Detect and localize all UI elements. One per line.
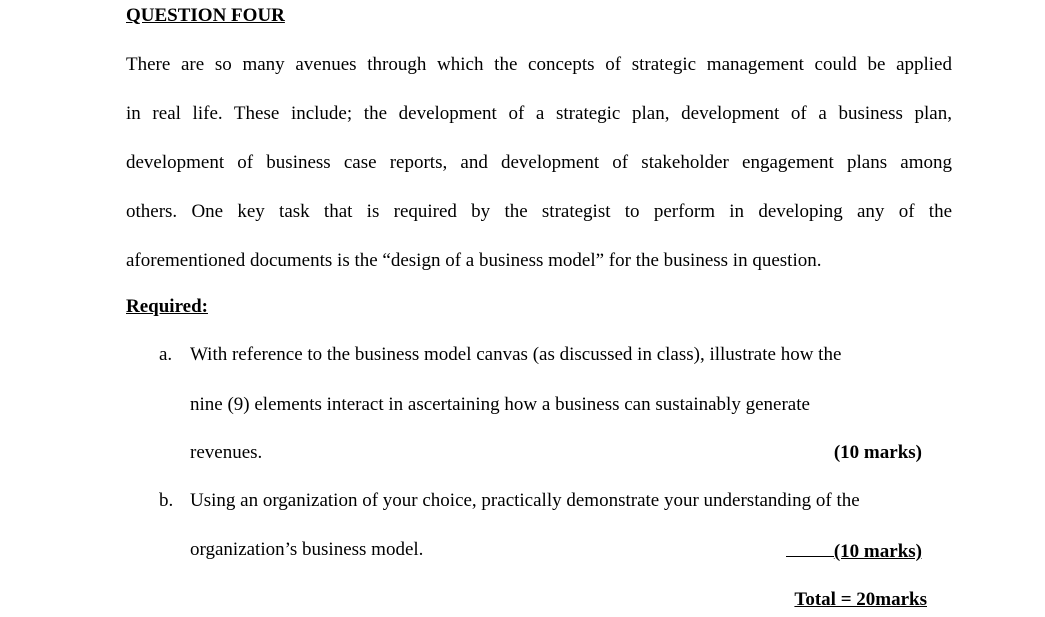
paragraph-line: development of business case reports, and development of stakeholder engagement plans among (126, 152, 952, 173)
item-text-line: With reference to the business model canvas (as discussed in class), illustrate how the (190, 344, 842, 365)
item-letter: b. (159, 490, 174, 511)
underline-leader (786, 539, 834, 557)
item-marks: (10 marks) (833, 442, 922, 463)
item-marks-text: (10 marks) (833, 541, 922, 562)
question-paragraph (126, 40, 952, 285)
question-heading: QUESTION FOUR (126, 5, 285, 26)
item-text-line: revenues. (190, 442, 263, 463)
item-marks (786, 539, 922, 563)
paragraph-line: There are so many avenues through which the concepts of strategic management could be applied (126, 54, 952, 75)
item-text-line: organization’s business model. (190, 539, 424, 560)
paragraph-line: others. One key task that is required by the strategist to perform in developing any of the (126, 201, 952, 222)
required-label: Required: (126, 296, 208, 317)
paragraph-line: in real life. These include; the development of a strategic plan, development of a business plan, (126, 103, 952, 124)
item-text-line: nine (9) elements interact in ascertaining how a business can sustainably generate (190, 394, 810, 415)
paragraph-line: aforementioned documents is the “design of a business model” for the business in question. (126, 250, 822, 271)
item-letter: a. (159, 344, 173, 365)
item-text-line: Using an organization of your choice, practically demonstrate your understanding of the (190, 490, 860, 511)
total-marks: Total = 20marks (794, 589, 927, 610)
